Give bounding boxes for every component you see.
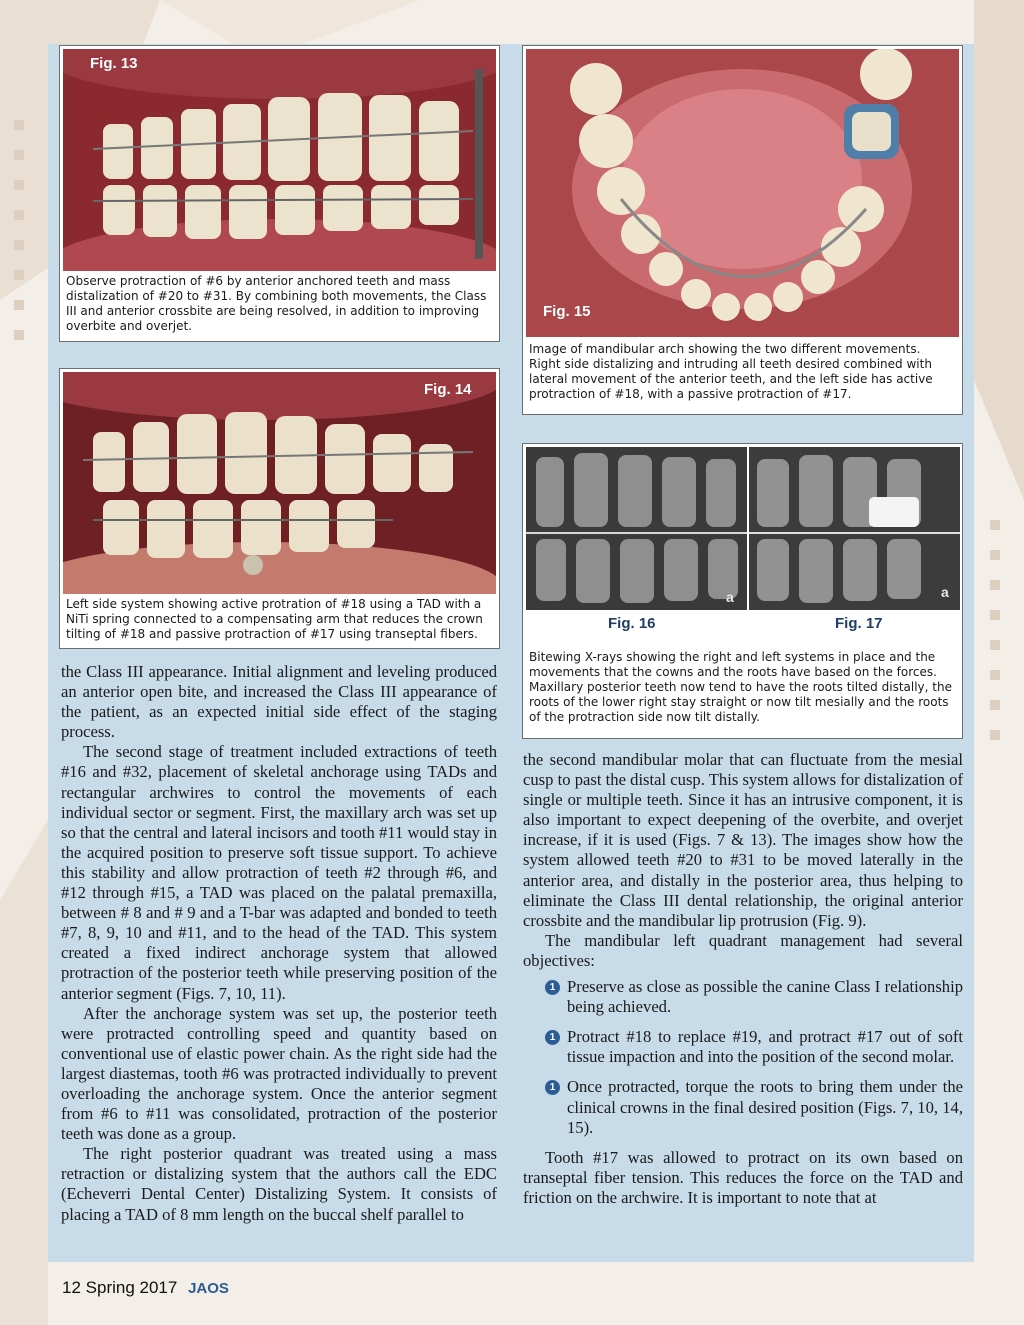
fig14-label: Fig. 14	[424, 381, 472, 398]
page-number: 12	[62, 1278, 81, 1297]
fig17-xray	[749, 447, 960, 610]
fig13-caption: Observe protraction of #6 by anterior anchored teeth and mass distalization of #20 to #31. By combining both movements, the Class III and anterior crossbite are being resolved, in addition to improving overbite and overjet.	[66, 274, 487, 333]
left-paragraph-2: The second stage of treatment included extractions of teeth #16 and #32, placement of skeletal anchorage using TADs and rectangular archwires to control the movements of each individual sector or segment. First, the maxillary arch was set up so that the central and lateral incisors and tooth #11 would stay in the acquired position to preserve soft tissue support. To achieve this stability and allow protraction of teeth #2 through #6, and #12 through #15, a TAD was placed on the palatal premaxilla, between # 8 and # 9 and a T-bar was adapted and bonded to teeth #7, 8, 9, 10 and #11, and to the head of the TAD. This system created a fixed indirect anchorage system that allowed protraction of the posterior teeth while preserving position of the anterior segment (Figs. 7, 10, 11).	[61, 742, 497, 1003]
objective-text: Protract #18 to replace #19, and protract #17 out of soft tissue impaction and into the position of the second molar.	[567, 1027, 963, 1067]
objective-bullet: 1	[545, 1030, 560, 1045]
fig17-xray-letter: a	[941, 584, 949, 600]
fig14-photo	[63, 372, 496, 594]
right-paragraph-3: Tooth #17 was allowed to protract on its own based on transeptal fiber tension. This reduces the force on the TAD and friction on the archwire. It is important to note that at	[523, 1147, 963, 1207]
right-paragraph-1: the second mandibular molar that can fluctuate from the mesial cusp to past the distal cusp. This system allows for distalization of single or multiple teeth. Since it has an intrusive component, it is also important to expect deepening of the overbite, and overjet increase, if it is used (Figs. 7 & 13). The images show how the system allowed teeth #20 to #31 to be moved laterally in the anterior area, and distally in the posterior area, thus helping to eliminate the Class III dental relationship, the original anterior crossbite and the mandibular lip protrusion (Fig. 9).	[523, 750, 963, 930]
objective-text: Once protracted, torque the roots to bring them under the clinical crowns in the final desired position (Figs. 7, 10, 14, 15).	[567, 1077, 963, 1137]
fig16-label: Fig. 16	[608, 615, 656, 632]
objective-item	[523, 977, 963, 1017]
right-column	[523, 750, 963, 1208]
objective-text: Preserve as close as possible the canine Class I relationship being achieved.	[567, 977, 963, 1017]
right-paragraph-2: The mandibular left quadrant management had several objectives:	[523, 930, 963, 970]
fig16-xray-letter: a	[726, 589, 734, 605]
fig16-17-caption: Bitewing X-rays showing the right and left systems in place and the movements that the cowns and the roots have based on the forces. Maxillary posterior teeth now tend to have the roots tilted distally, the roots of the lower right stay straight or now tilt mesially and the roots of the protraction side now tilt distally.	[529, 650, 952, 724]
fig17-label: Fig. 17	[835, 615, 883, 632]
left-paragraph-3: After the anchorage system was set up, the posterior teeth were protracted controlling speed and quantity based on conventional use of elastic power chain. As the right side had the largest diastemas, tooth #6 was protracted individually to prevent overloading the anchorage system. Once the anterior segment from #6 to #11 was consolidated, protraction of the posterior teeth was done as a group.	[61, 1003, 497, 1144]
fig15-label: Fig. 15	[543, 303, 591, 320]
figure-15	[522, 45, 963, 415]
page-footer	[62, 1278, 229, 1298]
fig15-caption: Image of mandibular arch showing the two different movements. Right side distalizing and intruding all teeth desired combined with lateral movement of the anterior teeth, and the left side has active protraction of #18, with a passive protraction of #17.	[529, 342, 933, 401]
left-column	[61, 662, 497, 1225]
objective-item	[523, 1077, 963, 1137]
objective-bullet: 1	[545, 980, 560, 995]
fig15-photo	[526, 49, 959, 337]
fig13-label: Fig. 13	[90, 55, 138, 72]
objective-bullet: 1	[545, 1080, 560, 1095]
left-paragraph-4: The right posterior quadrant was treated using a mass retraction or distalizing system that the authors call the EDC (Echeverri Dental Center) Distalizing System. It consists of placing a TAD of 8 mm length on the buccal shelf parallel to	[61, 1144, 497, 1224]
left-paragraph-1: the Class III appearance. Initial alignment and leveling produced an anterior open bite, and increased the Class III appearance of the patient, as an expected initial side effect of the staging process.	[61, 662, 497, 742]
fig16-xray	[526, 447, 747, 610]
issue-date: Spring 2017	[85, 1278, 178, 1297]
figure-16-17	[522, 443, 963, 739]
figure-14	[59, 368, 500, 649]
fig13-photo	[63, 49, 496, 271]
figure-13	[59, 45, 500, 342]
objective-item	[523, 1027, 963, 1067]
fig14-caption: Left side system showing active protration of #18 using a TAD with a NiTi spring connected to a compensating arm that reduces the crown tilting of #18 and passive protraction of #17 using transeptal fibers.	[66, 597, 483, 641]
journal-name: JAOS	[188, 1280, 229, 1297]
